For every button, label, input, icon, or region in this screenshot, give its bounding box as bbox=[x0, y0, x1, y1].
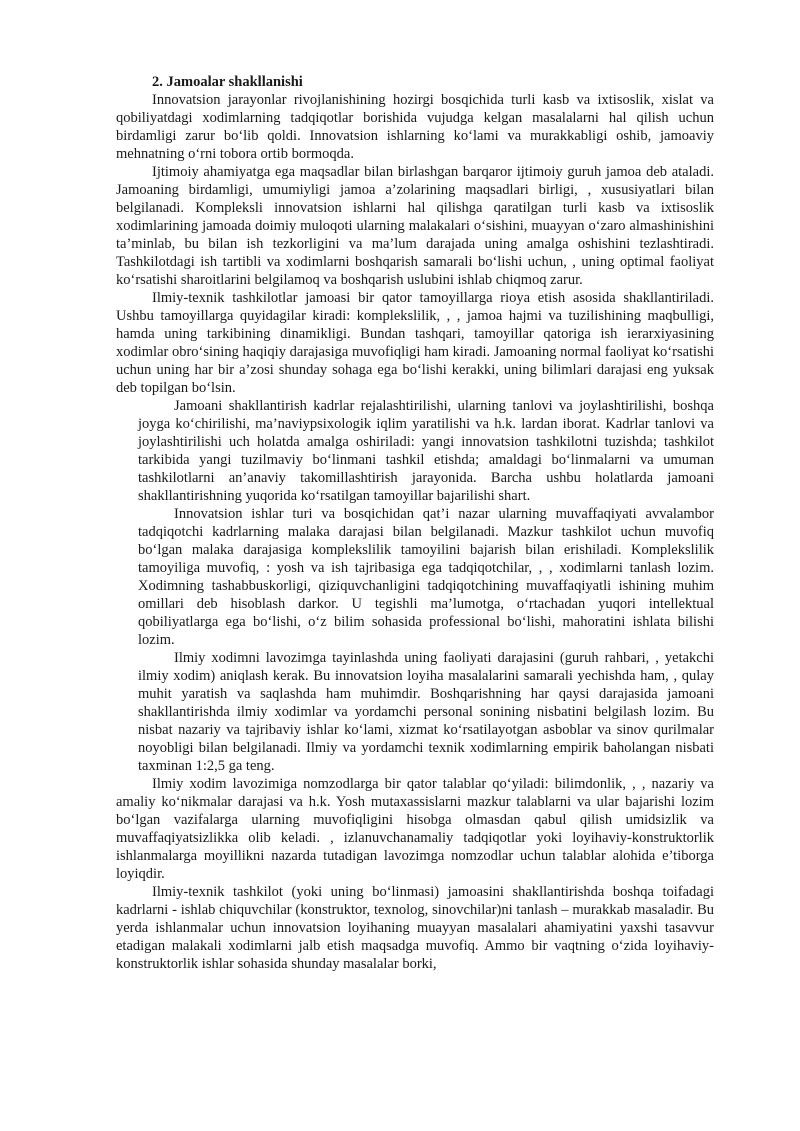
paragraph-3: Ilmiy-texnik tashkilotlar jamoasi bir qator tamoyillarga rioya etish asosida shakllantiriladi. Ushbu tamoyillarga quyidagilar kiradi: komplekslilik, , , jamoa hajmi va tuzilishining maqbulligi, hamda uning tarkibining dinamikligi. Bundan tashqari, tamoyillar qatoriga ish ierarxiyasining xodimlar obro‘sining haqiqiy darajasiga muvofiqligi ham kiradi. Jamoaning normal faoliyat ko‘rsatishi uchun uning har bir a’zosi shunday sohaga ega bo‘lishi kerakki, uning bilimlari darajasi eng yuksak deb topilgan bo‘lsin. bbox=[116, 290, 714, 396]
paragraph-5: Innovatsion ishlar turi va bosqichidan qat’i nazar ularning muvaffaqiyati avvalambor tadqiqotchi kadrlarning malaka darajasi bilan belgilanadi. Mazkur tashkilot uchun muvofiq bo‘lgan malaka darajasiga komplekslilik tamoyilini bajarish bilan erishiladi. Komplekslilik tamoyiliga muvofiq, : yosh va ish tajribasiga ega tadqiqotchilar, , , xodimlarni tanlash lozim. Xodimning tashabbuskorligi, qiziquvchanligini tadqiqotchining muvaffaqiyatli ishining muhim omillari deb hisoblash darkor. U tegishli ma’lumotga, o‘rtachadan yuqori intellektual qobiliyatlarga ega bo‘lishi, o‘z bilim sohasida professional bo‘lishi, mahoratini ishlata bilishi lozim. bbox=[138, 506, 714, 648]
paragraph-7: Ilmiy xodim lavozimiga nomzodlarga bir qator talablar qo‘yiladi: bilimdonlik, , , nazariy va amaliy ko‘nikmalar darajasi va h.k. Yosh mutaxassislarni mazkur talablarni va ular bajarishi lozim bo‘lgan vazifalarga ularning muvofiqligini hisobga olmasdan qabul qilish umidsizlik va muvaffaqiyatsizlikka olib keladi. , izlanuvchanamaliy tadqiqotlar yoki loyihaviy-konstruktorlik ishlanmalarga moyillikni nazarda tutadigan lavozimga nomzodlar uchun talablar alohida e’tiborga loyiqdir. bbox=[116, 776, 714, 882]
paragraph-1: Innovatsion jarayonlar rivojlanishining hozirgi bosqichida turli kasb va ixtisoslik, xislat va qobiliyatdagi xodimlarning tadqiqotlar borishida vujudga kelgan masalalarni hal qilish uchun birdamligi zarur bo‘lib qoldi. Innovatsion ishlarning ko‘lami va murakkabligi oshib, jamoaviy mehnatning o‘rni tobora ortib bormoqda. bbox=[116, 92, 714, 162]
paragraph-6: Ilmiy xodimni lavozimga tayinlashda uning faoliyati darajasini (guruh rahbari, , yetakchi ilmiy xodim) aniqlash kerak. Bu innovatsion loyiha masalalarini samarali yechishda ham, , qulay muhit yaratish va saqlashda ham muhimdir. Boshqarishning har qaysi darajasida jamoani shakllantirishda ilmiy xodimlar va yordamchi personal sonining nisbatini belgilash lozim. Bu nisbat nazariy va tajribaviy ishlar ko‘lami, xizmat ko‘rsatilayotgan asboblar va sinov qurilmalar noyobligi bilan belgilanadi. Ilmiy va yordamchi texnik xodimlarning empirik baholangan nisbati taxminan 1:2,5 ga teng. bbox=[138, 650, 714, 774]
document-page bbox=[116, 73, 714, 973]
paragraph-2: Ijtimoiy ahamiyatga ega maqsadlar bilan birlashgan barqaror ijtimoiy guruh jamoa deb ataladi. Jamoaning birdamligi, umumiyligi jamoa a’zolarining maqsadlari birligi, , xususiyatlari bilan belgilanadi. Kompleksli innovatsion ishlarni hal qilishga qaratilgan turli kasb va ixtisoslik xodimlarining jamoada doimiy muloqoti ularning malakalari o‘sishini, muayyan o‘zaro almashinishini ta’minlab, bu bilan ish tezkorligini va ma’lum darajada uning amalga oshishini tezlashtiradi. Tashkilotdagi ish tartibli va xodimlarni boshqarish samarali bo‘lishi uchun, , uning optimal faoliyat ko‘rsatishi sharoitlarini belgilamoq va boshqarish uslubini ishlab chiqmoq zarur. bbox=[116, 164, 714, 288]
section-heading: 2. Jamoalar shakllanishi bbox=[152, 74, 303, 90]
paragraph-4: Jamoani shakllantirish kadrlar rejalashtirilishi, ularning tanlovi va joylashtirilishi, boshqa joyga ko‘chirilishi, ma’naviypsixologik iqlim yaratilishi va h.k. lardan iborat. Kadrlar tanlovi va joylashtirilishi uch holatda amalga oshiriladi: yangi innovatsion tashkilotni tuzishda; tashkilot tarkibida yangi tuzilmaviy bo‘linmani tashkil etishda; amaldagi bo‘linmalarni va umuman tashkilotlarni an’anaviy takomillashtirish jarayonida. Barcha ushbu holatlarda jamoani shakllantirishning yuqorida ko‘rsatilgan tamoyillar bajarilishi shart. bbox=[138, 398, 714, 504]
paragraph-8: Ilmiy-texnik tashkilot (yoki uning bo‘linmasi) jamoasini shakllantirishda boshqa toifadagi kadrlarni - ishlab chiquvchilar (konstruktor, texnolog, sinovchilar)ni tanlash – murakkab masaladir. Bu yerda ishlanmalar uchun innovatsion loyihaning muayyan masalalari ahamiyatini yaxshi tasavvur etadigan malakali xodimlarni jalb etish maqsadga muvofiq. Ammo bir vaqtning o‘zida loyihaviy-konstruktorlik ishlar sohasida shunday masalalar borki, bbox=[116, 884, 714, 972]
